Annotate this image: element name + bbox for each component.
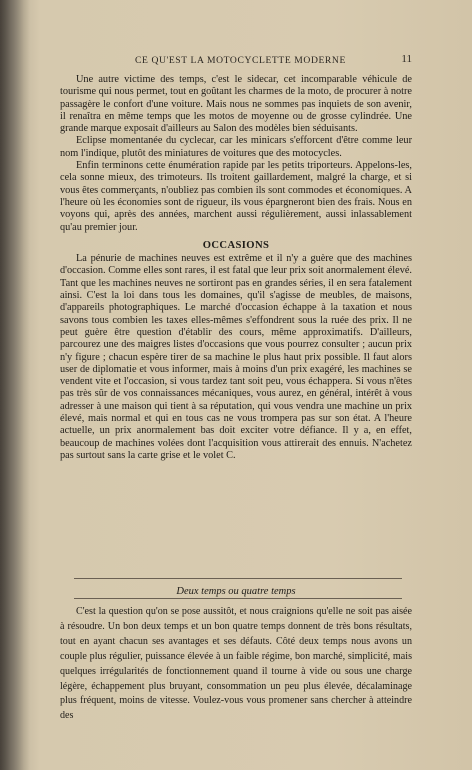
paragraph-cyclecar: Eclipse momentanée du cyclecar, car les minicars s'efforcent d'être comme leur nom l'indique, plutôt des miniatures de voitures que des motocycles. (60, 135, 412, 159)
divider-top (74, 578, 402, 579)
subsection-title: Deux temps ou quatre temps (176, 586, 296, 597)
paragraph-triporteurs: Enfin terminons cette énumération rapide par les petits triporteurs. Appelons-les, cela sonne mieux, des trimoteurs. Ils troitent gaillardement, malgré la charge, et si vous êtes commerçants, n'oubliez pas combien ils sont commodes et économiques. A l'heure où les économies sont de rigueur, ils vous épargneront bien des frais. Nous en voyons qui, après des années, marchent aussi régulièrement, aussi inlassablement qu'au premier jour. (60, 160, 412, 233)
paragraph-occasions: La pénurie de machines neuves est extrême et il n'y a guère que des machines d'occasion. Comme elles sont rares, il est fatal que leur prix soit anormalement élevé. Tant que les machines neuves ne sortiront pas en grandes séries, il en sera fatalement ainsi. C'est la loi dans tous les domaines, qu'il s'agisse de meubles, de maisons, d'appareils photographiques. Le marché d'occasion échappe à la taxation et nous savons tous combien les taxes elles-mêmes s'effondrent sous la ruée des prix. Il ne peut guère être question d'établir des cours, même approximatifs. D'ailleurs, parcourez une des maigres listes d'occasions que vous pourrez consulter ; aucun prix n'y figure ; chacun espère tirer de sa machine le plus haut prix possible. Il faut alors user de diplomatie et vous informer, mais à moins d'un prix exagéré, les machines se vendent vite et l'occasion, si vous tardez tant soit peu, vous échappera. Si vous n'êtes pas très sûr de vos connaissances mécaniques, vous aurez, en général, intérêt à vous adresser à une maison qui tient à sa réputation, qui vous vendra une machine un prix élevé, mais normal et qui en tous cas ne vous trompera pas sur son état. A l'heure actuelle, un prix anormalement bas doit exciter votre défiance. Il y a, en effet, beaucoup de machines volées dont l'acquisition vous attirerait des ennuis. N'achetez pas surtout sans la carte grise et le volet C. (60, 253, 412, 461)
paragraph-deux-temps: C'est la question qu'on se pose aussitôt, et nous craignions qu'elle ne soit pas aisée à résoudre. Un bon deux temps et un bon quatre temps donnent de très bons résultats, tout en ayant chacun ses avantages et ses défauts. Côté deux temps nous avons un couple plus régulier, puissance élevée à un faible régime, bon marché, simplicité, mais quelques irrégularités de fonctionnement quand il tourne à vide ou sous une charge légère, échappement plus bruyant, consommation un peu plus élevée, décalaminage plus fréquent, moins de vitesse. Voulez-vous vous promener sans chercher à atteindre des (60, 606, 412, 722)
divider-bottom (74, 598, 402, 599)
section-heading-occasions: OCCASIONS (202, 239, 270, 251)
main-text-block (60, 74, 412, 462)
paragraph-sidecar: Une autre victime des temps, c'est le sidecar, cet incomparable véhicule de tourisme qui nous permet, tout en goûtant les charmes de la moto, de procurer à notre passagère le confort d'une voiture. Mais nous ne sommes pas inquiets de son avenir, il renaîtra en même temps que les motos de moyenne ou de grosse cylindrée. Une grande marque exposait d'ailleurs au Salon des modèles bien séduisants. (60, 74, 412, 135)
secondary-text-block (60, 605, 412, 724)
binding-shadow (0, 0, 30, 770)
running-header: CE QU'EST LA MOTOCYCLETTE MODERNE (135, 55, 346, 66)
page-number: 11 (401, 53, 412, 65)
